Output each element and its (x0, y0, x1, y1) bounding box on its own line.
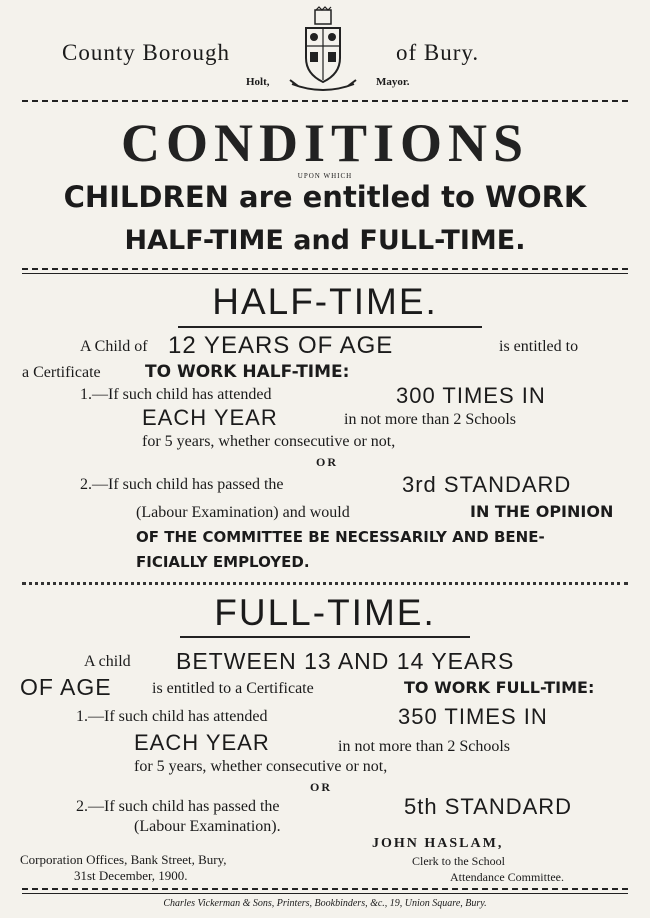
printer-credit: Charles Vickerman & Sons, Printers, Bookbinders, &c., 19, Union Square, Bury. (163, 898, 487, 909)
title-rule-thin (22, 273, 628, 274)
full-c1-c: EACH YEAR (134, 730, 270, 755)
full-time-heading: FULL-TIME. (214, 592, 436, 633)
full-intro-a: A child (84, 653, 131, 670)
office-line-1: Corporation Offices, Bank Street, Bury, (20, 852, 227, 867)
half-c2-c: (Labour Examination) and would (136, 504, 350, 521)
half-c1-a: 1.—If such child has attended (80, 386, 272, 403)
half-time-heading: HALF-TIME. (212, 281, 438, 322)
borough-left: County Borough (62, 40, 230, 65)
half-c2-b: 3rd STANDARD (402, 472, 572, 497)
full-c1-a: 1.—If such child has attended (76, 708, 268, 725)
half-time-underline (178, 326, 482, 328)
clerk-line-2: Attendance Committee. (450, 870, 564, 884)
coat-of-arms-emblem (286, 6, 360, 98)
footer-rule-thin (22, 893, 628, 894)
half-intro-d: TO WORK HALF-TIME: (145, 362, 350, 382)
half-c1-d: in not more than 2 Schools (344, 411, 516, 428)
title-line-1: CHILDREN are entitled to WORK (63, 180, 587, 214)
full-c1-e: for 5 years, whether consecutive or not, (134, 758, 388, 775)
half-c1-c: EACH YEAR (142, 405, 278, 430)
section-rule (22, 582, 628, 585)
full-or: OR (310, 780, 332, 794)
clerk-name: JOHN HASLAM, (372, 836, 504, 851)
office-line-2: 31st December, 1900. (74, 868, 188, 883)
half-or: OR (316, 455, 338, 469)
title-rule (22, 268, 628, 270)
half-c1-e: for 5 years, whether consecutive or not, (142, 433, 396, 450)
full-intro-b: BETWEEN 13 AND 14 YEARS (176, 648, 515, 674)
full-c2-a: 2.—If such child has passed the (76, 798, 280, 815)
full-c2-c: (Labour Examination). (134, 818, 281, 835)
full-c2-b: 5th STANDARD (404, 794, 573, 819)
full-c1-d: in not more than 2 Schools (338, 738, 510, 755)
half-c2-a: 2.—If such child has passed the (80, 476, 284, 493)
half-c2-f: FICIALLY EMPLOYED. (136, 553, 310, 571)
mayor-title: Mayor. (376, 76, 410, 88)
clerk-line-1: Clerk to the School (412, 854, 505, 868)
full-intro-c: OF AGE (20, 674, 112, 700)
half-c2-d: IN THE OPINION (470, 502, 614, 521)
title-conditions: CONDITIONS (120, 113, 530, 173)
borough-right: of Bury. (396, 40, 480, 65)
half-c1-b: 300 TIMES IN (396, 383, 546, 408)
half-c2-e: OF THE COMMITTEE BE NECESSARILY AND BENE- (136, 528, 545, 546)
footer-rule (22, 888, 628, 890)
half-intro-c: a Certificate (22, 364, 101, 381)
mayor-name: Holt, (246, 76, 270, 88)
full-c1-b: 350 TIMES IN (398, 704, 548, 729)
full-intro-d: is entitled to a Certificate (152, 680, 314, 697)
full-time-underline (180, 636, 470, 638)
half-intro-b: is entitled to (499, 338, 579, 355)
half-intro-a: A Child of (80, 338, 148, 355)
header-rule (22, 100, 628, 102)
title-upon-which: UPON WHICH (297, 172, 353, 180)
full-intro-e: TO WORK FULL-TIME: (404, 678, 595, 697)
title-line-2: HALF-TIME and FULL-TIME. (124, 225, 526, 256)
half-intro-age: 12 YEARS OF AGE (168, 332, 394, 359)
